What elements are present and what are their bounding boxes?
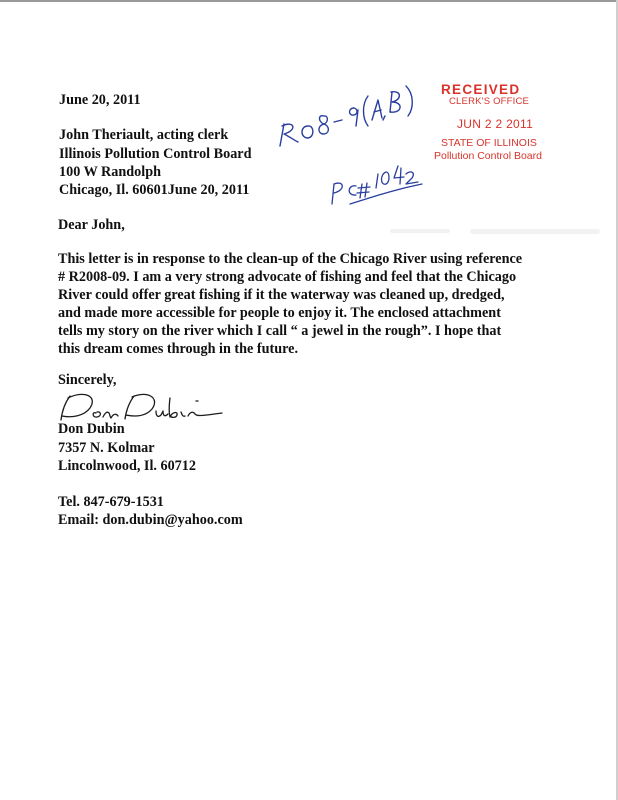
body-line: River could offer great fishing if it the waterway was cleaned up, dredged, [58, 287, 505, 303]
scan-artifact [470, 229, 600, 234]
body-line: This letter is in response to the clean-up of the Chicago River using reference [58, 251, 523, 267]
scan-artifact [390, 229, 450, 233]
sender-email: Email: don.dubin@yahoo.com [58, 512, 243, 528]
scan-top-edge [0, 0, 618, 2]
body-line: this dream comes through in the future. [58, 341, 299, 357]
stamp-date: JUN 2 2 2011 [457, 117, 534, 131]
letter-date: June 20, 2011 [59, 92, 141, 108]
body-line: # R2008-09. I am a very strong advocate of fishing and feel that the Chicago [58, 269, 517, 285]
body-line: tells my story on the river which I call “ a jewel in the rough”. I hope that [58, 323, 502, 339]
salutation: Dear John, [58, 217, 125, 233]
body-line: and made more accessible for people to enjoy it. The enclosed attachment [58, 305, 501, 321]
sender-name: Don Dubin [58, 421, 125, 437]
stamp-received-label: RECEIVED [441, 82, 521, 97]
handwritten-docket-number [272, 82, 422, 152]
sender-street: 7357 N. Kolmar [58, 440, 155, 456]
stamp-board-label: Pollution Control Board [434, 150, 542, 162]
recipient-organization: Illinois Pollution Control Board [59, 146, 252, 162]
recipient-street: 100 W Randolph [59, 164, 161, 180]
closing: Sincerely, [58, 372, 117, 388]
stamp-office-label: CLERK'S OFFICE [449, 96, 530, 107]
handwritten-signature [56, 386, 226, 426]
handwritten-pc-number [326, 160, 426, 210]
recipient-name: John Theriault, acting clerk [59, 127, 229, 143]
stamp-state-label: STATE OF ILLINOIS [441, 137, 537, 149]
recipient-city: Chicago, Il. 60601June 20, 2011 [59, 182, 250, 198]
sender-city: Lincolnwood, Il. 60712 [58, 458, 196, 474]
sender-telephone: Tel. 847-679-1531 [58, 494, 164, 510]
